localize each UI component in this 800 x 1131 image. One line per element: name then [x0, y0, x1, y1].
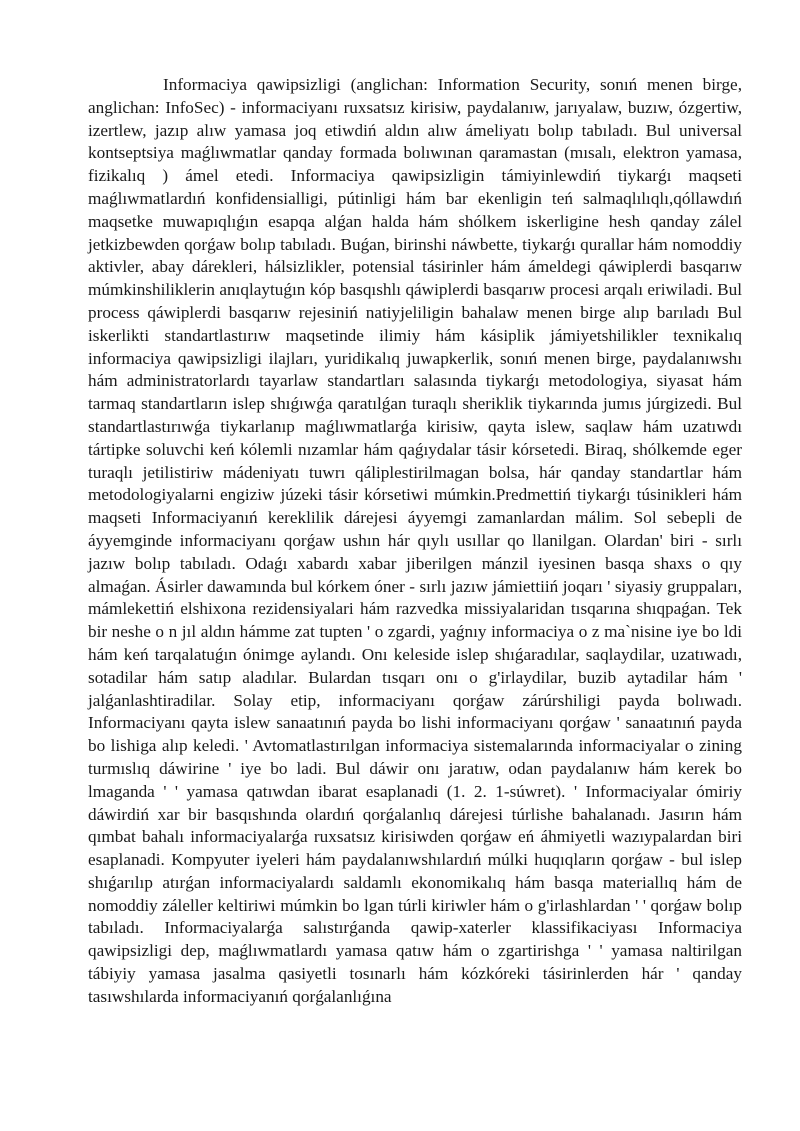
body-paragraph: Informaciya qawipsizligi (anglichan: Information Security, sonıń menen birge, anglichan: InfoSec) - informaciyanı ruxsatsız kirisiw, paydalanıw, jarıyalaw, buzıw, ózgertiw, izertlew, jazıp alıw yamasa joq etiwdiń aldın alıw ámeliyatı bolıp tabıladı. Bul universal kontseptsiya maǵlıwmatlar qanday formada bolıwınan qaramastan (mısalı, elektron yamasa, fizikalıq ) ámel etedi. Informaciya qawipsizligin támiyinlewdiń tiykarǵı maqseti maǵlıwmatlardıń konfidensialligi, pútinligi hám bar ekenligin teń salmaqlılıqlı,qóllawdıń maqsetke muwapıqlıǵın esapqa alǵan halda hám shólkem iskerligine hesh qanday zálel jetkizbewden qorǵaw bolıp tabıladı. Buǵan, birinshi náwbette, tiykarǵı qurallar hám nomoddiy aktivler, abay dárekleri, hálsizlikler, potensial tásirinler hám ámeldegi qáwiplerdi basqarıw múmkinshiliklerin anıqlaytuǵın kóp basqıshlı qáwiplerdi basqarıw procesi arqalı eriwiladi. Bul process qáwiplerdi basqarıw rejesiniń natiyjeliligin bahalaw menen birge alıp barıladı Bul iskerlikti standartlastırıw maqsetinde ilimiy hám kásiplik jámiyetshilikler texnikalıq informaciya qawipsizligi ilajları, yuridikalıq juwapkerlik, sonıń menen birge, paydalanıwshı hám administratorlardı tayarlaw standartları salasında tiykarǵı metodologiya, siyasat hám tarmaq standartların islep shıǵıwǵa qaratılǵan turaqlı sheriklik tiykarında jumıs júrgizedi. Bul standartlastırıwǵa tiykarlanıp maǵlıwmatlarǵa kirisiw, qayta islew, saqlaw hám uzatıwdı tártipke soluvchi keń kólemli nızamlar hám qaǵıydalar tásir kórsetedi. Biraq, shólkemde eger turaqlı jetilistiriw mádeniyatı tuwrı qáliplestirilmagan bolsa, hár qanday standartlar hám metodologiyalarni engiziw júzeki tásir kórsetiwi múmkin.Predmettiń tiykarǵı túsinikleri hám maqseti Informaciyanıń kereklilik dárejesi áyyemgi zamanlardan málim. Sol sebepli de áyyemginde informaciyanı qorǵaw ushın hár qıylı usıllar qo llanilgan. Olardan' biri - sırlı jazıw bolıp tabıladı. Odaǵı xabardı xabar jiberilgen mánzil iyesinen basqa shaxs o qıy almaǵan. Ásirler dawamında bul kórkem óner - sırlı jazıw jámiettiiń joqarı ' siyasiy gruppaları, mámlekettiń elshixona rezidensiyalari hám razvedka missiyalaridan tısqarına shıqpaǵan. Tek bir neshe o n jıl aldın hámme zat tupten ' o zgardi, yaǵnıy informaciya o z ma`nisine iye bo ldi hám keń tarqalatuǵın ónimge aylandı. Onı keleside islep shıǵaradılar, saqlaydilar, uzatıwadı, sotadilar hám satıp aladılar. Bulardan tısqarı onı o g'irlaydilar, buzib aytadilar hám ' jalǵanlashtiradilar. Solay etip, informaciyanı qorǵaw zárúrshiligi payda bolıwadı. Informaciyanı qayta islew sanaatınıń payda bo lishi informaciyanı qorǵaw ' sanaatınıń payda bo lishiga alıp keledi. ' Avtomatlastırılgan informaciya sistemalarında informaciyalar o zining turmıslıq dáwirine ' iye bo ladi. Bul dáwir onı jaratıw, odan paydalanıw hám kerek bo lmaganda ' ' yamasa qatıwdan ibarat esaplanadi (1. 2. 1-súwret). ' Informaciyalar ómiriy dáwirdiń xar bir basqıshında olardıń qorǵalanlıq dárejesi túrlishe bahalanadı. Jasırın hám qımbat bahalı informaciyalarǵa ruxsatsız kirisiwden qorǵaw eń áhmiyetli wazıypalardan biri esaplanadi. Kompyuter iyeleri hám paydalanıwshılardıń múlki huqıqların qorǵaw - bul islep shıǵarılıp atırǵan informaciyalardı saldamlı ekonomikalıq hám basqa materiallıq hám de nomoddiy záleller keltiriwi múmkin bo lgan túrli kiriwler hám o g'irlashlardan ' ' qorǵaw bolıp tabıladı. Informaciyalarǵa salıstırǵanda qawip-xaterler klassifikaciyası Informaciya qawipsizligi dep, maǵlıwmatlardı yamasa qatıw hám o zgartirishga ' ' yamasa naltirilgan tábiyiy yamasa jasalma qasiyetli tosınarlı hám kózkóreki tásirinlerden hár ' qanday tasıwshılarda informaciyanıń qorǵalanlıǵına — [88, 75, 742, 1006]
